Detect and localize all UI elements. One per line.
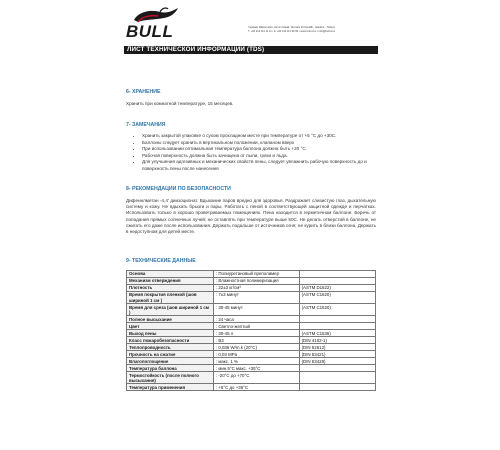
property-value: : +5°C до +35°C — [213, 384, 299, 391]
technical-data-table — [126, 270, 376, 391]
property-standard — [299, 316, 375, 323]
list-item: • Рабочая поверхность должна быть зачищена от пыли, грязи и льда. — [142, 153, 388, 159]
section-heading-safety: 8- РЕКОМЕНДАЦИИ ПО БЕЗОПАСНОСТИ — [126, 186, 231, 192]
property-value: : мин.5°C макс. +35°C — [213, 365, 299, 372]
property-name: Влагопоглощение — [127, 358, 214, 365]
property-standard — [299, 372, 375, 384]
property-value: : 24 часа — [213, 316, 299, 323]
property-value: : 30-45 л — [213, 330, 299, 337]
table-row — [127, 277, 376, 284]
property-value: : 0,036 W/m.k (20°C) — [213, 344, 299, 351]
table-row — [127, 358, 376, 365]
company-address: Yapıkapı Malzemeleri, Zemin Sokak, Numara 23 Kandilli - İstanbul - Türkiye — [248, 26, 335, 29]
section-heading-notes: 7- ЗАМЕЧАНИЯ — [126, 122, 166, 128]
list-item: • При использовании оптимальная температура баллона должна быть +20 °C. — [142, 146, 388, 152]
property-value: : Полиуретановый преполимер — [213, 271, 299, 278]
property-value: : 22±3 кг/см³ — [213, 284, 299, 291]
property-standard — [299, 384, 375, 391]
logo-wordmark: BULL — [126, 22, 174, 41]
table-row — [127, 372, 376, 384]
list-item: • Баллоны следует хранить в вертикальном положении, клапаном вверх — [142, 140, 388, 146]
property-value: : макс. 1 % — [213, 358, 299, 365]
property-name: Термостойкость (после полного высыхания) — [127, 372, 214, 384]
property-standard: (DIN 52612) — [299, 344, 375, 351]
table-row — [127, 284, 376, 291]
property-standard: (ASTM C1620) — [299, 304, 375, 316]
property-value: : Влажностная полимеризация — [213, 277, 299, 284]
company-info — [248, 26, 378, 34]
table-row — [127, 271, 376, 278]
property-value: : -20°C до +70°C — [213, 372, 299, 384]
property-name: Теплопроводность — [127, 344, 214, 351]
table-row — [127, 291, 376, 303]
property-value: : B3 — [213, 337, 299, 344]
section-heading-tech-data: 9- ТЕХНИЧЕСКИЕ ДАННЫЕ — [126, 258, 196, 264]
storage-text: Хранить при комнатной температуре, 15 месяцев. — [126, 101, 234, 106]
table-row — [127, 323, 376, 330]
document-title: ЛИСТ ТЕХНИЧЕСКОЙ ИНФОРМАЦИИ (TDS) — [127, 46, 265, 53]
property-standard: (DIN 53428) — [299, 358, 375, 365]
table-row — [127, 316, 376, 323]
table-row — [127, 344, 376, 351]
table-row — [127, 304, 376, 316]
property-name: Плотность — [127, 284, 214, 291]
property-name: Время покрытия пленкой (шов шириной 1 см ) — [127, 291, 214, 303]
property-name: Выход пены — [127, 330, 214, 337]
property-value: : 30-45 минут — [213, 304, 299, 316]
property-standard: (ASTM C1536) — [299, 330, 375, 337]
company-contacts: T. +90 212 111 11 11 • F. +90 212 111 99 99 • www.bull.com • info@bull.com — [248, 30, 336, 33]
property-standard — [299, 365, 375, 372]
property-value: : 7±3 минут — [213, 291, 299, 303]
property-name: Класс пожаробезопасности — [127, 337, 214, 344]
property-standard — [299, 271, 375, 278]
safety-text: Дифенилметан -4,4' диизоционат. Вдыхание паров вредно для здоровья. Раздражает слизистую глаз, дыхательную систему и кожу. Не вдыхать брызги и пары. Работать с пеной в соответствующей защитной одежде и перчатках. Использовать только в хорошо проветриваемых помещениях. Пена находится в герметичном баллоне. Беречь от попадания прямых солнечных лучей; не оставлять при температуре выше 50С. Не делать отверстий в баллоне, не сжигать его даже после использования. Держать подальше от источников огня; не курить в близи баллона. Держать в недоступном для детей месте. — [126, 198, 376, 235]
notes-list — [130, 133, 388, 172]
document-title-bar — [124, 46, 378, 54]
property-value: : 0,03 MPa — [213, 351, 299, 358]
property-standard: (ASTM D1622) — [299, 284, 375, 291]
property-name: Основа — [127, 271, 214, 278]
property-standard — [299, 277, 375, 284]
property-standard: (ASTM C1620) — [299, 291, 375, 303]
list-item: • Для улучшения адгезивных и механических свойств пены, следует увлажнить рабочую поверхность до и поверхность пены после нанесения — [142, 159, 388, 171]
property-name: Механизм отверждения — [127, 277, 214, 284]
property-name: Цвет — [127, 323, 214, 330]
property-standard — [299, 323, 375, 330]
table-row — [127, 337, 376, 344]
table-row — [127, 384, 376, 391]
property-name: Температура применения — [127, 384, 214, 391]
property-standard: (DIN 4102-1) — [299, 337, 375, 344]
property-name: Температура баллона — [127, 365, 214, 372]
property-value: : Светло-желтый — [213, 323, 299, 330]
table-row — [127, 365, 376, 372]
property-standard: (DIN 53421) — [299, 351, 375, 358]
property-name: Время для среза (шов шириной 1 см ) — [127, 304, 214, 316]
section-heading-storage: 6- ХРАНЕНИЕ — [126, 89, 161, 95]
list-item: • Хранить закрытой упаковке о сухом прохладном месте при температуре от +5 °C до +30C. — [142, 133, 388, 139]
table-row — [127, 351, 376, 358]
property-name: Прочность на сжатие — [127, 351, 214, 358]
property-name: Полное высыхание — [127, 316, 214, 323]
table-row — [127, 330, 376, 337]
